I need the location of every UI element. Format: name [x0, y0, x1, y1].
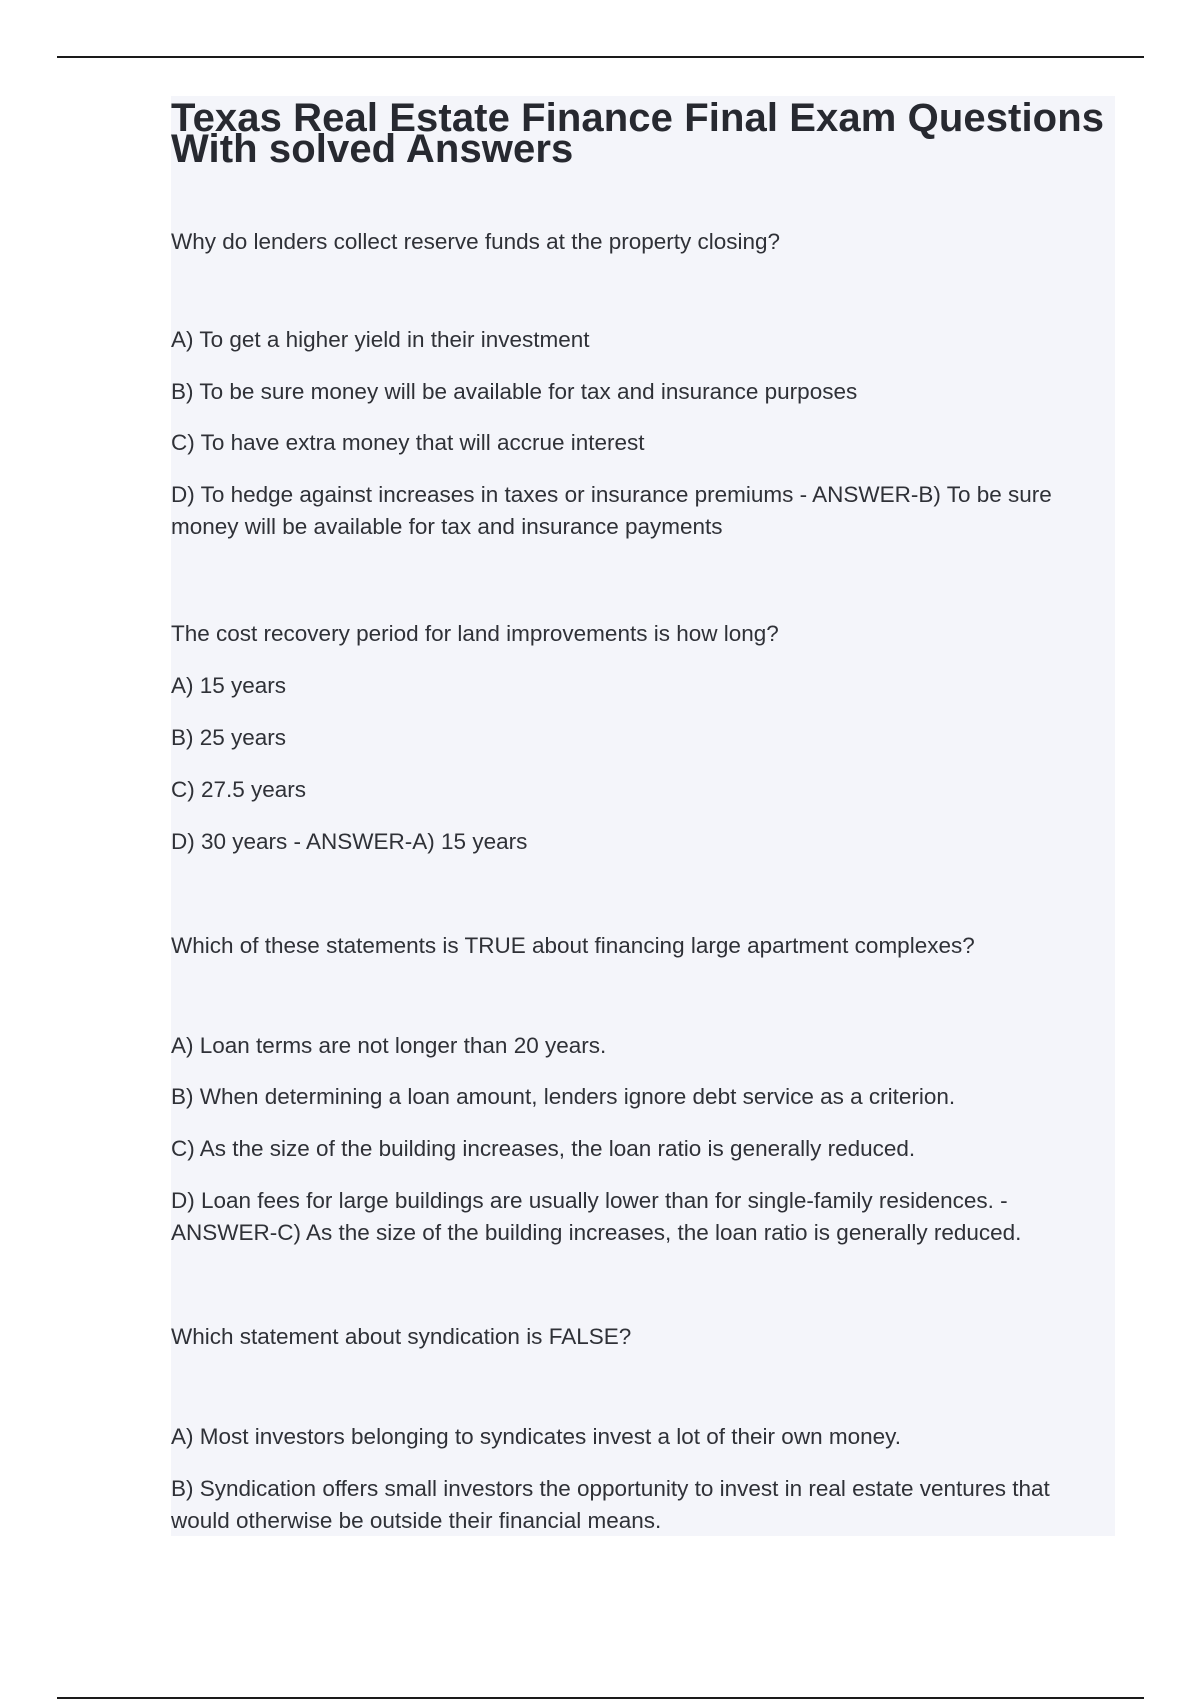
question-3-option-c: C) As the size of the building increases, the loan ratio is generally reduced. — [171, 1136, 916, 1161]
question-2: The cost recovery period for land improvements is how long? — [171, 621, 779, 646]
question-1-option-c: C) To have extra money that will accrue interest — [171, 430, 645, 455]
question-3: Which of these statements is TRUE about financing large apartment complexes? — [171, 933, 975, 958]
question-3-option-d: D) Loan fees for large buildings are usually lower than for single-family residences. - ANSWER-C) As the size of the building increases, the loan ratio is generally reduced. — [171, 1188, 1022, 1245]
bottom-rule — [57, 1697, 1144, 1699]
question-4-option-a: A) Most investors belonging to syndicates invest a lot of their own money. — [171, 1424, 901, 1449]
question-1-option-a: A) To get a higher yield in their investment — [171, 327, 590, 352]
question-3-option-b: B) When determining a loan amount, lenders ignore debt service as a criterion. — [171, 1084, 956, 1109]
question-2-option-d: D) 30 years - ANSWER-A) 15 years — [171, 829, 528, 854]
question-4: Which statement about syndication is FALSE? — [171, 1324, 632, 1349]
document-title: Texas Real Estate Finance Final Exam Questions With solved Answers — [171, 96, 1105, 171]
page-content — [171, 96, 1115, 1536]
question-1-option-d: D) To hedge against increases in taxes or insurance premiums - ANSWER-B) To be sure money will be available for tax and insurance payments — [171, 482, 1052, 539]
question-4-option-b: B) Syndication offers small investors the opportunity to invest in real estate ventures that would otherwise be outside their financial means. — [171, 1476, 1050, 1533]
question-3-option-a: A) Loan terms are not longer than 20 years. — [171, 1033, 607, 1058]
top-rule — [57, 56, 1144, 58]
question-2-option-a: A) 15 years — [171, 673, 287, 698]
question-1-option-b: B) To be sure money will be available for tax and insurance purposes — [171, 379, 858, 404]
question-2-option-c: C) 27.5 years — [171, 777, 307, 802]
question-1: Why do lenders collect reserve funds at the property closing? — [171, 229, 781, 254]
question-2-option-b: B) 25 years — [171, 725, 287, 750]
